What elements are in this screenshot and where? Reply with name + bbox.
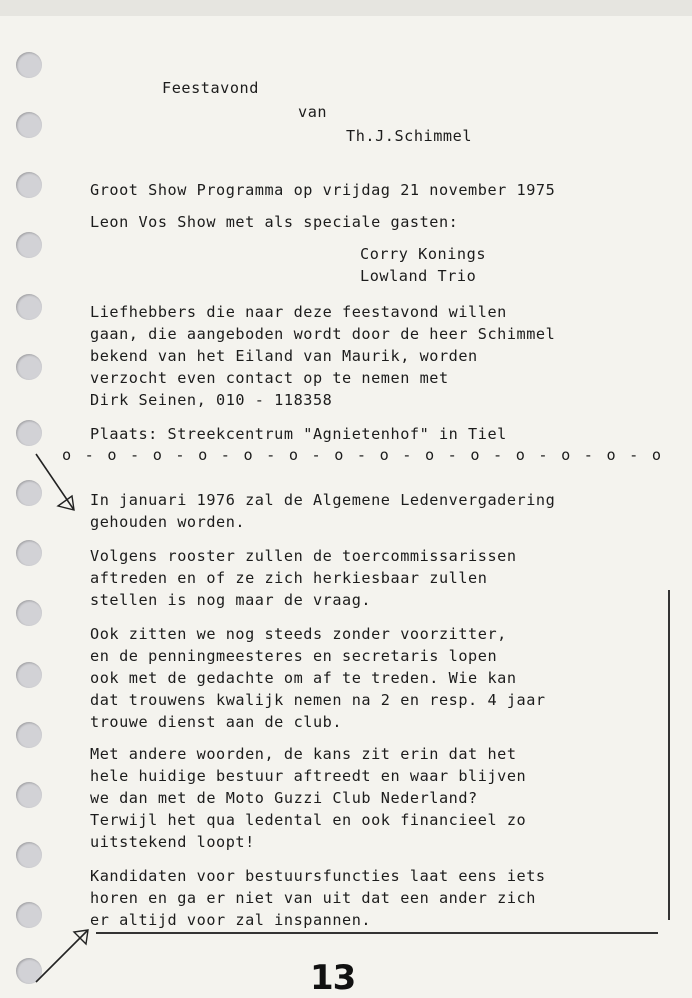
invite-line: gaan, die aangeboden wordt door de heer Schimmel <box>90 325 556 343</box>
binder-hole <box>16 232 42 258</box>
page-top-edge <box>0 0 692 16</box>
binder-hole <box>16 52 42 78</box>
meeting-line: we dan met de Moto Guzzi Club Nederland? <box>90 789 478 807</box>
guest-name: Lowland Trio <box>360 267 477 285</box>
bottom-rule <box>96 932 658 934</box>
margin-rule-vertical <box>668 590 670 920</box>
meeting-line: dat trouwens kwalijk nemen na 2 en resp. 4 jaar <box>90 691 546 709</box>
place-line: Plaats: Streekcentrum "Agnietenhof" in Tiel <box>90 425 507 443</box>
page-number: 13 <box>310 958 356 998</box>
title-line-van: van <box>298 103 328 121</box>
meeting-line: trouwe dienst aan de club. <box>90 713 343 731</box>
title-line-name: Th.J.Schimmel <box>346 127 473 145</box>
event-line: Leon Vos Show met als speciale gasten: <box>90 213 459 231</box>
binder-hole <box>16 172 42 198</box>
meeting-line: Volgens rooster zullen de toercommissarissen <box>90 547 517 565</box>
binder-hole <box>16 722 42 748</box>
invite-line: bekend van het Eiland van Maurik, worden <box>90 347 478 365</box>
title-line-feestavond: Feestavond <box>162 79 259 97</box>
binder-hole <box>16 782 42 808</box>
guest-name: Corry Konings <box>360 245 487 263</box>
meeting-line: gehouden worden. <box>90 513 246 531</box>
invite-line: Liefhebbers die naar deze feestavond willen <box>90 303 507 321</box>
arrow-down-icon <box>32 452 92 522</box>
meeting-line: Met andere woorden, de kans zit erin dat het <box>90 745 517 763</box>
invite-line: Dirk Seinen, 010 - 118358 <box>90 391 333 409</box>
meeting-line: hele huidige bestuur aftreedt en waar blijven <box>90 767 527 785</box>
meeting-line: Kandidaten voor bestuursfuncties laat eens iets <box>90 867 546 885</box>
binder-hole <box>16 294 42 320</box>
separator-line: o - o - o - o - o - o - o - o - o - o - o - o - o - o <box>62 446 664 464</box>
meeting-line: Ook zitten we nog steeds zonder voorzitter, <box>90 625 507 643</box>
binder-hole <box>16 354 42 380</box>
binder-hole <box>16 842 42 868</box>
binder-hole <box>16 112 42 138</box>
meeting-line: Terwijl het qua ledental en ook financieel zo <box>90 811 527 829</box>
arrow-up-icon <box>30 918 100 988</box>
meeting-line: er altijd voor zal inspannen. <box>90 911 372 929</box>
meeting-line: In januari 1976 zal de Algemene Ledenvergadering <box>90 491 556 509</box>
meeting-line: ook met de gedachte om af te treden. Wie kan <box>90 669 517 687</box>
meeting-line: uitstekend loopt! <box>90 833 255 851</box>
meeting-line: aftreden en of ze zich herkiesbaar zullen <box>90 569 488 587</box>
binder-hole <box>16 662 42 688</box>
meeting-line: horen en ga er niet van uit dat een ander zich <box>90 889 536 907</box>
binder-hole <box>16 540 42 566</box>
meeting-line: stellen is nog maar de vraag. <box>90 591 372 609</box>
meeting-line: en de penningmeesteres en secretaris lopen <box>90 647 498 665</box>
invite-line: verzocht even contact op te nemen met <box>90 369 449 387</box>
event-line: Groot Show Programma op vrijdag 21 november 1975 <box>90 181 556 199</box>
binder-hole <box>16 420 42 446</box>
binder-hole <box>16 600 42 626</box>
